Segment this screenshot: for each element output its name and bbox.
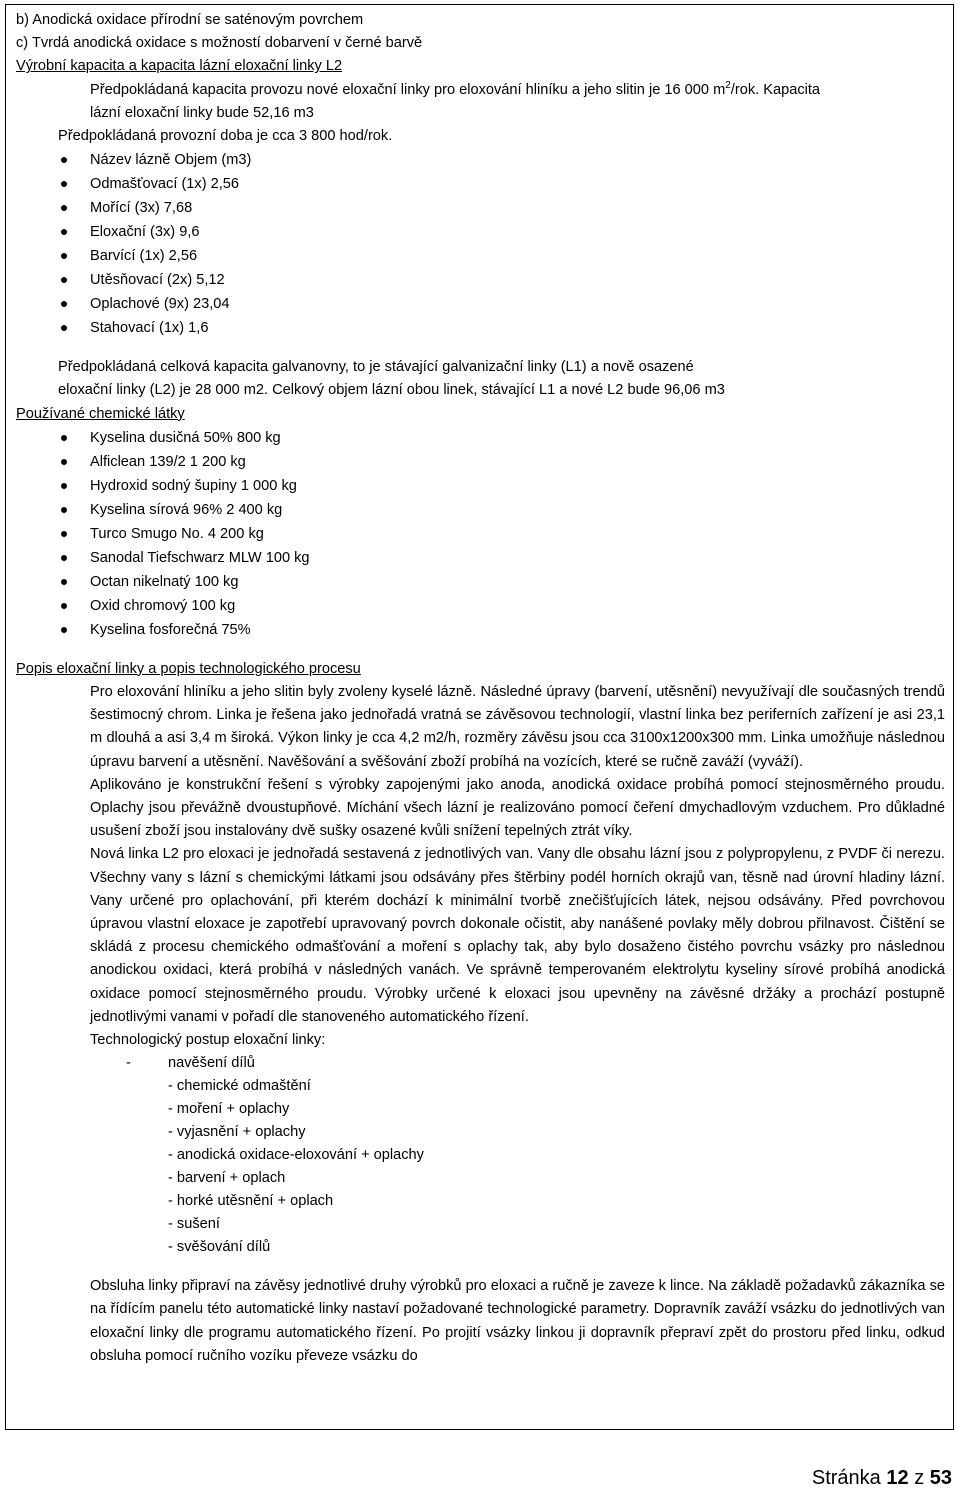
bullet-icon	[61, 181, 67, 187]
page-number	[812, 1466, 952, 1490]
bullet-icon	[61, 325, 67, 331]
chemical-item-text: Oxid chromový 100 kg	[90, 597, 236, 614]
bullet-icon	[61, 555, 67, 561]
step-item: - chemické odmaštění	[168, 1078, 311, 1095]
bullet-icon	[61, 483, 67, 489]
list-item	[58, 172, 945, 196]
step-item: - svěšování dílů	[168, 1239, 271, 1256]
bath-item-text: Barvící (1x) 2,56	[90, 248, 198, 265]
document-body	[16, 9, 945, 1368]
step-item	[126, 1052, 945, 1075]
text-line-b: b) Anodická oxidace přírodní se saténovým povrchem	[16, 12, 364, 28]
bath-item-text: Odmašťovací (1x) 2,56	[90, 176, 240, 193]
capacity-line-1	[16, 79, 945, 102]
spacer	[16, 340, 945, 356]
list-item	[58, 546, 945, 570]
chemical-item-text: Turco Smugo No. 4 200 kg	[90, 525, 264, 542]
bath-item-text: Eloxační (3x) 9,6	[90, 224, 200, 241]
bullet-icon	[61, 579, 67, 585]
chemical-item-text: Hydroxid sodný šupiny 1 000 kg	[90, 477, 297, 494]
bullet-icon	[61, 157, 67, 163]
capacity-sup: 2	[725, 79, 731, 91]
list-item	[58, 570, 945, 594]
list-item	[58, 522, 945, 546]
operation-paragraph: Obsluha linky připraví na závěsy jednotlivé druhy výrobků pro eloxaci a ručně je zaveze k lince. Na základě požadavků zákazníka se na řídícím panelu této automatické linky nastaví požadované technologické parametry. Dopravník zaváží vsázku do jednotlivých van eloxační linky dle programu automatického řízení. Po projití vsázky linkou ji dopravník přepraví zpět do prostoru před linku, odkud obsluha pomocí ručního vozíku převeze vsázku do	[90, 1278, 945, 1364]
capacity-line-3: Předpokládaná provozní doba je cca 3 800 hod/rok.	[58, 128, 393, 145]
step-item: - sušení	[168, 1216, 220, 1233]
capacity-line-2: lázní eloxační linky bude 52,16 m3	[90, 104, 314, 121]
page-separator: z	[914, 1467, 925, 1489]
spacer	[16, 1259, 945, 1275]
bullet-icon	[61, 277, 67, 283]
bullet-icon	[61, 301, 67, 307]
capacity-line-1-a: Předpokládaná kapacita provozu nové eloxační linky pro eloxování hliníku a jeho slitin je 16 000 m	[90, 81, 726, 98]
list-item	[58, 426, 945, 450]
list-item	[58, 618, 945, 642]
step-item: - barvení + oplach	[168, 1170, 286, 1187]
list-item	[58, 244, 945, 268]
step-dash: -	[126, 1055, 131, 1072]
list-item	[58, 316, 945, 340]
list-item	[58, 594, 945, 618]
bath-list	[16, 148, 945, 340]
page-current: 12	[886, 1467, 909, 1489]
list-item	[58, 220, 945, 244]
bullet-icon	[61, 253, 67, 259]
step-item: - horké utěsnění + oplach	[168, 1193, 334, 1210]
bath-item-text: Mořící (3x) 7,68	[90, 200, 193, 217]
bullet-icon	[61, 229, 67, 235]
section-heading-chemicals: Používané chemické látky	[16, 405, 185, 422]
bath-item-text: Oplachové (9x) 23,04	[90, 296, 230, 313]
process-paragraph-3: Nová linka L2 pro eloxaci je jednořadá sestavená z jednotlivých van. Vany dle obsahu lázní jsou z polypropylenu, z PVDF či nerezu. Všechny vany s lázní s chemickými látkami jsou odsávány přes štěrbiny podél horních okrajů van, těsně nad úrovní hladiny lázní. Vany určené pro oplachování, při kterém dochází k minimální tvorbě znečišťujících látek, nejsou odsávány. Před povrchovou úpravou vlastní eloxace je zapotřebí upravovaný povrch dokonale očistit, aby nanášené povlaky měly dobrou přilnavost. Čištění se skládá z procesu chemického odmašťování a moření s oplachy tak, aby bylo dosaženo čistého povrchu vsázky pro následnou anodickou oxidaci, která probíhá v následných vanách. Ve správně temperovaném elektrolytu kyseliny sírové probíhá anodická oxidace pomocí stejnosměrného proudu. Výrobky určené k eloxaci jsou upevněny na závěsné držáky a prochází postupně jednotlivými vanami v pořadí dle stanoveného automatického řízení.	[90, 846, 945, 1025]
process-paragraph-2: Aplikováno je konstrukční řešení s výrobky zapojenými jako anoda, anodická oxidace probíhá pomocí stejnosměrného proudu. Oplachy jsou převážně dvoustupňové. Míchání všech lázní je realizováno pomocí čeření dmychadlovým vzduchem. Pro důkladné usušení zboží jsou instalovány dvě sušky osazené kvůli snížení tepelných ztrát víky.	[90, 776, 945, 840]
spacer	[16, 642, 945, 658]
operation-description	[16, 1275, 945, 1368]
chemical-item-text: Octan nikelnatý 100 kg	[90, 573, 239, 590]
capacity-line-1-b: /rok. Kapacita	[730, 81, 821, 98]
chemical-item-text: Kyselina dusičná 50% 800 kg	[90, 429, 281, 446]
list-item	[58, 196, 945, 220]
bath-item-text: Utěsňovací (2x) 5,12	[90, 272, 225, 289]
bullet-icon	[61, 603, 67, 609]
chemical-item-text: Sanodal Tiefschwarz MLW 100 kg	[90, 549, 310, 566]
bullet-icon	[61, 205, 67, 211]
list-item	[58, 498, 945, 522]
bullet-icon	[61, 507, 67, 513]
process-description	[16, 681, 945, 1052]
process-paragraph-1: Pro eloxování hliníku a jeho slitin byly zvoleny kyselé lázně. Následné úpravy (barvení, utěsnění) nevyužívají dle současných trendů šestimocný chrom. Linka je řešena jako jednořadá vratná se závěsovou technologií, vlastní linka bez periferních zařízení je asi 23,1 m dlouhá a asi 3,4 m široká. Výkon linky je cca 4,2 m2/h, rozměry závěsu jsou cca 3100x1200x300 mm. Linka umožňuje následnou úpravu barvení a utěsnění. Navěšování a svěšování zboží probíhá na vozících, které se ručně zaváží (vyváží).	[90, 684, 945, 770]
bullet-icon	[61, 435, 67, 441]
galvanovna-line-2: eloxační linky (L2) je 28 000 m2. Celkový objem lázní obou linek, stávající L1 a nové L2 bude 96,06 m3	[58, 382, 725, 399]
bullet-icon	[61, 531, 67, 537]
list-item	[58, 148, 945, 172]
step-text: navěšení dílů	[168, 1055, 255, 1072]
bath-item-text: Stahovací (1x) 1,6	[90, 320, 209, 337]
page-frame	[5, 4, 954, 1430]
chemical-item-text: Kyselina fosforečná 75%	[90, 621, 251, 638]
list-item	[58, 292, 945, 316]
galvanovna-line-1: Předpokládaná celková kapacita galvanovny, to je stávající galvanizační linky (L1) a nově osazené	[58, 359, 694, 376]
list-item	[58, 450, 945, 474]
page-total: 53	[929, 1467, 952, 1489]
process-paragraph-4: Technologický postup eloxační linky:	[90, 1032, 326, 1049]
section-heading-capacity: Výrobní kapacita a kapacita lázní eloxační linky L2	[16, 58, 343, 75]
step-item: - moření + oplachy	[168, 1101, 290, 1118]
chemicals-list	[16, 426, 945, 642]
chemical-item-text: Alficlean 139/2 1 200 kg	[90, 453, 246, 470]
text-line-c: c) Tvrdá anodická oxidace s možností dobarvení v černé barvě	[16, 35, 423, 52]
bullet-icon	[61, 459, 67, 465]
list-item	[58, 268, 945, 292]
bullet-icon	[61, 627, 67, 633]
step-item: - vyjasnění + oplachy	[168, 1124, 306, 1141]
chemical-item-text: Kyselina sírová 96% 2 400 kg	[90, 501, 283, 518]
bath-item-text: Název lázně Objem (m3)	[90, 152, 252, 169]
section-heading-process: Popis eloxační linky a popis technologického procesu	[16, 660, 361, 677]
list-item	[58, 474, 945, 498]
process-steps	[16, 1052, 945, 1259]
step-item: - anodická oxidace-eloxování + oplachy	[168, 1147, 424, 1164]
page-label: Stránka	[811, 1467, 881, 1489]
